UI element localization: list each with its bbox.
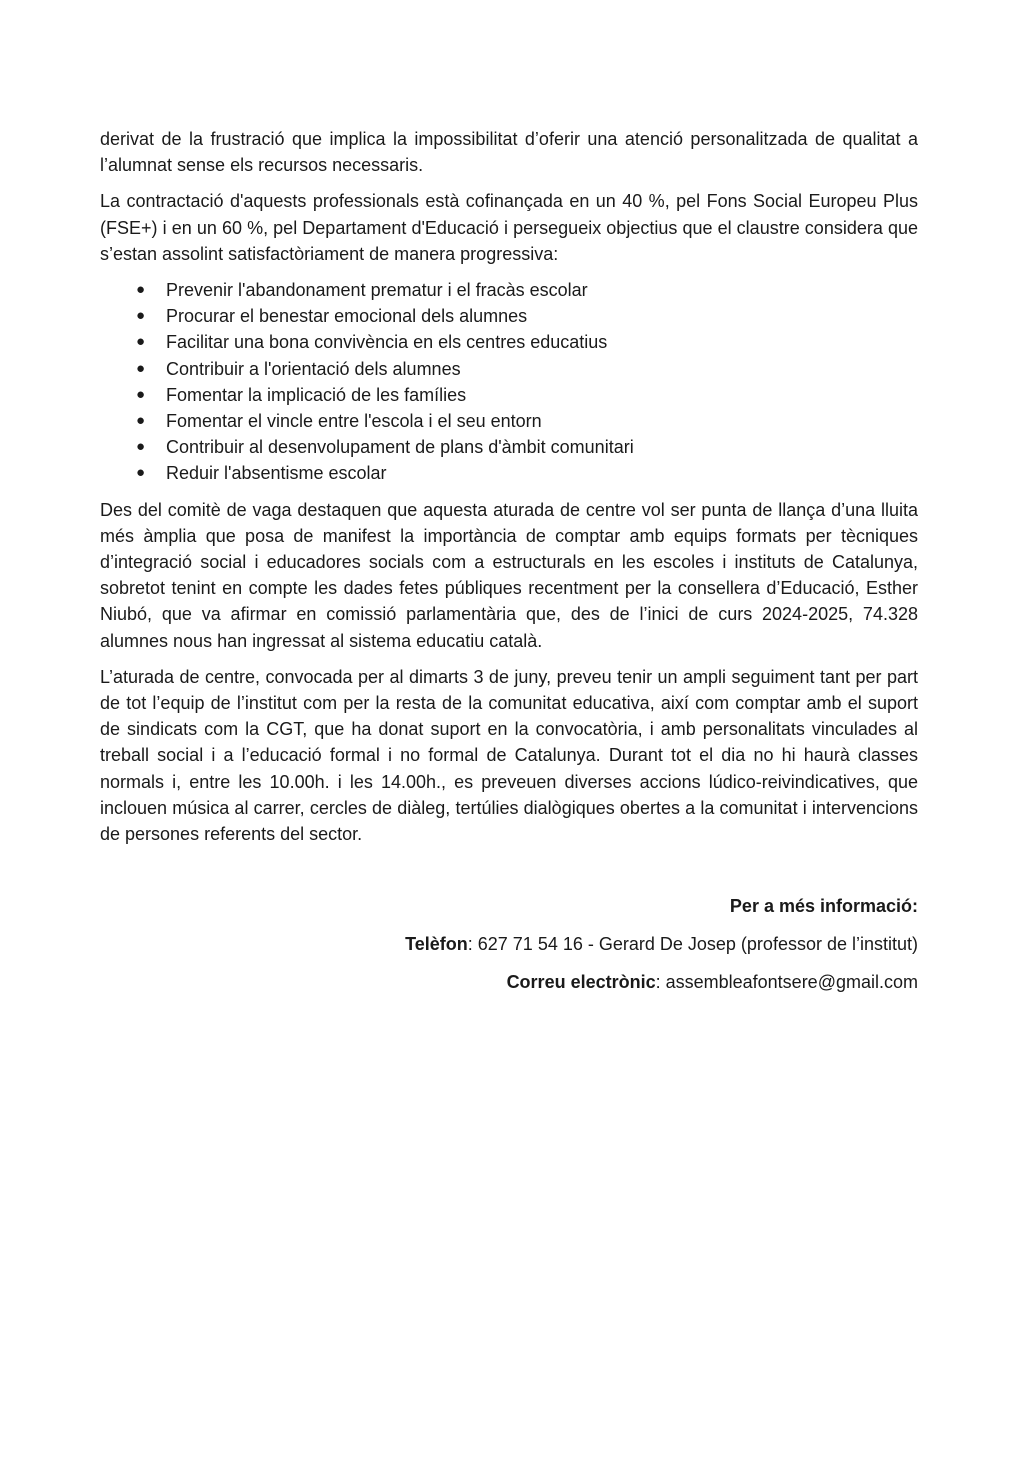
list-item-text: Fomentar la implicació de les famílies	[166, 384, 467, 405]
list-item-text: Fomentar el vincle entre l'escola i el seu entorn	[166, 411, 542, 432]
contact-block	[100, 893, 918, 995]
list-item	[100, 303, 918, 329]
objectives-list	[100, 277, 918, 487]
list-item-text: Reduir l'absentisme escolar	[166, 463, 387, 484]
list-item	[100, 460, 918, 486]
bullet-icon: ●	[136, 307, 146, 325]
list-item-text: Contribuir a l'orientació dels alumnes	[166, 358, 461, 379]
list-item	[100, 382, 918, 408]
list-item	[100, 434, 918, 460]
list-item-text: Facilitar una bona convivència en els centres educatius	[166, 332, 608, 353]
list-item	[100, 356, 918, 382]
email-label: Correu electrònic	[506, 972, 656, 993]
list-item	[100, 408, 918, 434]
paragraph-funding: La contractació d'aquests professionals està cofinançada en un 40 %, pel Fons Social Europeu Plus (FSE+) i en un 60 %, pel Departament d'Educació i persegueix objectius que el claustre considera que s’estan assolint satisfactòriament de manera progressiva:	[100, 191, 918, 264]
bullet-icon: ●	[136, 464, 146, 482]
email-value: : assembleafontsere@gmail.com	[655, 972, 918, 993]
contact-email-row	[100, 969, 918, 995]
bullet-icon: ●	[136, 281, 146, 299]
list-item-text: Procurar el benestar emocional dels alumnes	[166, 306, 528, 327]
phone-label: Telèfon	[405, 934, 468, 955]
list-item	[100, 277, 918, 303]
bullet-icon: ●	[136, 359, 146, 377]
paragraph-strike-day: L’aturada de centre, convocada per al dimarts 3 de juny, preveu tenir un ampli seguiment tant per part de tot l’equip de l’institut com per la resta de la comunitat educativa, així com comptar amb el suport de sindicats com la CGT, que ha donat suport en la convocatòria, i amb personalitats vinculades al treball social i a l’educació formal i no formal de Catalunya. Durant tot el dia no hi haurà classes normals i, entre les 10.00h. i les 14.00h., es preveuen diverses accions lúdico-reivindicatives, que inclouen música al carrer, cercles de diàleg, tertúlies dialògiques obertes a la comunitat i intervencions de persones referents del sector.	[100, 666, 918, 845]
bullet-icon: ●	[136, 385, 146, 403]
phone-value: : 627 71 54 16 - Gerard De Josep (professor de l’institut)	[467, 934, 918, 955]
list-item-text: Prevenir l'abandonament prematur i el fracàs escolar	[166, 280, 588, 301]
document-page	[100, 126, 918, 1007]
paragraph-intro-continuation: derivat de la frustració que implica la impossibilitat d’oferir una atenció personalitzada de qualitat a l’alumnat sense els recursos necessaris.	[100, 129, 918, 176]
list-item-text: Contribuir al desenvolupament de plans d'àmbit comunitari	[166, 437, 634, 458]
paragraph-strike-committee: Des del comitè de vaga destaquen que aquesta aturada de centre vol ser punta de llança d’una lluita més àmplia que posa de manifest la importància de comptar amb equips formats per tècniques d’integració social i educadores socials com a estructurals en les escoles i instituts de Catalunya, sobretot tenint en compte les dades fetes públiques recentment per la consellera d’Educació, Esther Niubó, que va afirmar en comissió parlamentària que, des de l’inici de curs 2024-2025, 74.328 alumnes nous han ingressat al sistema educatiu català.	[100, 499, 918, 651]
contact-phone-row	[100, 931, 918, 957]
contact-heading-row	[100, 893, 918, 919]
bullet-icon: ●	[136, 333, 146, 351]
bullet-icon: ●	[136, 438, 146, 456]
list-item	[100, 329, 918, 355]
contact-heading: Per a més informació:	[729, 896, 918, 917]
bullet-icon: ●	[136, 412, 146, 430]
